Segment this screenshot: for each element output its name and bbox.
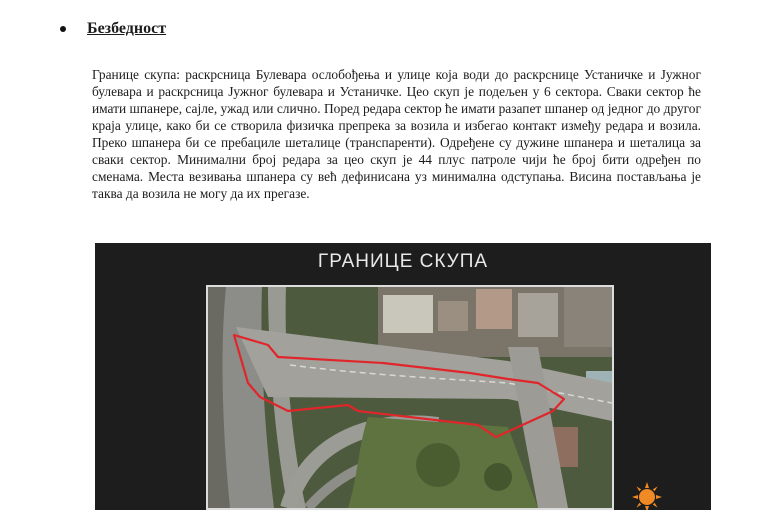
bullet-icon [60, 26, 66, 32]
slide-title: ГРАНИЦЕ СКУПА [317, 251, 489, 272]
section-heading-text: Безбедност [87, 20, 167, 37]
slide-image [95, 243, 711, 510]
sun-logo-icon [631, 481, 663, 510]
aerial-map [206, 285, 614, 510]
section-paragraph: Границе скупа: раскрсница Булевара ослобођења и улице која води до раскрснице Устаничке и Јужног булевара и раскрсница Јужног булевара и Устаничке. Цео скуп је подељен у 6 сектора. Сваки сектор ће имати шпанере, сајле, ужад или слично. Поред редара сектор ће имати разапет шпанер од једног до другог краја улице, како би се створила физичка препрека за возила и избегао контакт између редара и возила. Преко шпанера би се пребациле шеталице (транспаренти). Одређене су дужине шпанера и шеталица за сваки сектор. Минимални број редара за цео скуп је 44 плус патроле чији ће број бити одређен по сменама. Места везивања шпанера су већ дефинисана уз минимална одступања. Висина постављања је таква да возила не могу да их прегазе. [92, 67, 701, 201]
section-heading [60, 20, 166, 38]
